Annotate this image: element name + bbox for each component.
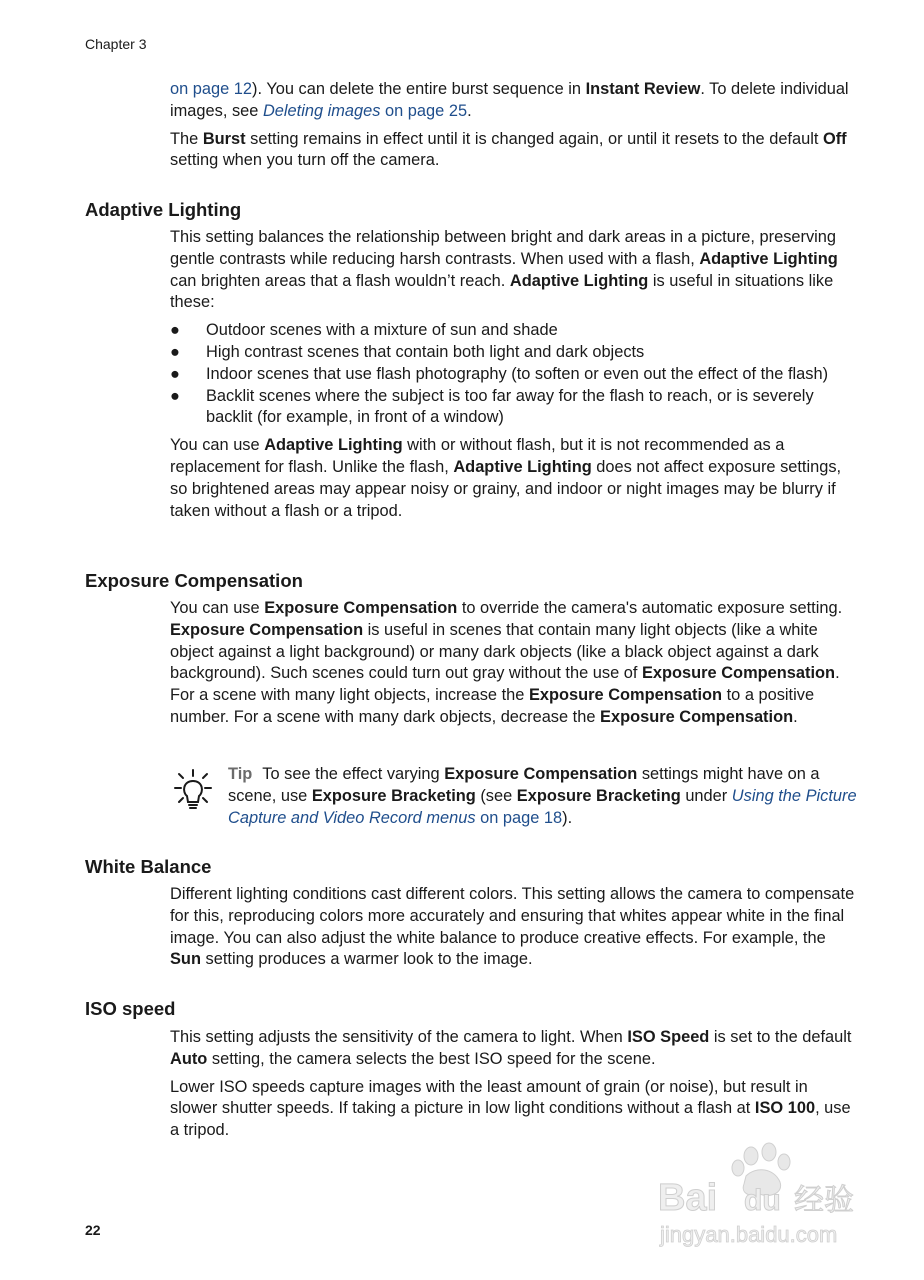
list-item: ● Indoor scenes that use flash photography (to soften or even out the effect of the flash) bbox=[170, 364, 858, 386]
intro-section bbox=[170, 79, 858, 172]
tip-note bbox=[228, 764, 858, 829]
watermark-brand-2: du bbox=[744, 1184, 781, 1217]
white-balance-paragraph: Different lighting conditions cast different colors. This setting allows the camera to compensate for this, reproducing colors more accurately and ensuring that whites appear white in the final image. You can also adjust the white balance to produce creative effects. For example, the Sun setting produces a warmer look to the image. bbox=[170, 885, 855, 969]
iso-speed-section bbox=[170, 1027, 858, 1142]
page-12-link[interactable]: on page 12 bbox=[170, 80, 253, 98]
page-number: 22 bbox=[85, 1222, 101, 1238]
adaptive-paragraph-1: This setting balances the relationship between bright and dark areas in a picture, preserving gentle contrasts while reducing harsh contrasts. When used with a flash, Adaptive Lighting can brighten areas that a flash wouldn’t reach. Adaptive Lighting is useful in situations like these: bbox=[170, 228, 838, 312]
adaptive-bullet-list bbox=[170, 320, 858, 429]
page-18-link[interactable]: on page 18 bbox=[475, 808, 563, 827]
iso-paragraph-2: Lower ISO speeds capture images with the least amount of grain (or noise), but result in slower shutter speeds. If taking a picture in low light conditions without a flash at ISO 100, use a tripod. bbox=[170, 1077, 851, 1140]
white-balance-heading: White Balance bbox=[85, 856, 212, 877]
lightbulb-icon bbox=[172, 768, 214, 814]
bullet-icon: ● bbox=[170, 364, 180, 383]
deleting-images-link[interactable]: Deleting images bbox=[262, 101, 381, 120]
adaptive-paragraph-2: You can use Adaptive Lighting with or without flash, but it is not recommended as a replacement for flash. Unlike the flash, Adaptive Lighting does not affect exposure settings, so brightened areas may appear noisy or grainy, and indoor or night images may be blurry if taken without a flash or a tripod. bbox=[170, 436, 842, 520]
list-item: ● Outdoor scenes with a mixture of sun and shade bbox=[170, 320, 858, 342]
adaptive-lighting-heading: Adaptive Lighting bbox=[85, 199, 242, 220]
watermark-brand: Bai bbox=[658, 1177, 718, 1219]
picture-capture-menus-link[interactable]: Using the Picture Capture and Video Record menus bbox=[228, 786, 857, 827]
watermark-url: jingyan.baidu.com bbox=[660, 1222, 838, 1247]
intro-paragraph-1: on page 12). You can delete the entire burst sequence in Instant Review. To delete individual images, see Deleting images on page 25. bbox=[170, 80, 849, 120]
white-balance-section bbox=[170, 884, 858, 971]
page-25-link[interactable]: on page 25 bbox=[380, 101, 468, 120]
bullet-icon: ● bbox=[170, 342, 180, 361]
tip-paragraph: Tip To see the effect varying Exposure Compensation settings might have on a scene, use Exposure Bracketing (see Exposure Bracketing under Using the Picture Capture and Video Record menus on page 18). bbox=[228, 765, 857, 827]
list-item: ● High contrast scenes that contain both light and dark objects bbox=[170, 342, 858, 364]
iso-speed-heading: ISO speed bbox=[85, 998, 176, 1019]
list-item: ● Backlit scenes where the subject is too far away for the flash to reach, or is severely backlit (for example, in front of a window) bbox=[170, 386, 814, 427]
bullet-icon: ● bbox=[170, 321, 180, 340]
exposure-compensation-section bbox=[170, 598, 858, 729]
baidu-watermark bbox=[656, 1142, 866, 1252]
exposure-paragraph-1: You can use Exposure Compensation to override the camera's automatic exposure setting. Exposure Compensation is useful in scenes that contain many light objects (like a white object against a light background) or many dark objects (like a black object against a dark background). Such scenes could turn out gray without the use of Exposure Compensation. For a scene with many light objects, increase the Exposure Compensation to a positive number. For a scene with many dark objects, decrease the Exposure Compensation. bbox=[170, 599, 843, 726]
bullet-icon: ● bbox=[170, 386, 180, 405]
intro-paragraph-2: The Burst setting remains in effect until it is changed again, or until it resets to the default Off setting when you turn off the camera. bbox=[170, 129, 847, 170]
adaptive-lighting-section bbox=[170, 227, 858, 522]
chapter-header: Chapter 3 bbox=[85, 36, 147, 52]
iso-paragraph-1: This setting adjusts the sensitivity of the camera to light. When ISO Speed is set to the default Auto setting, the camera selects the best ISO speed for the scene. bbox=[170, 1028, 852, 1068]
watermark-cn: 经验 bbox=[794, 1183, 854, 1218]
tip-label: Tip bbox=[228, 765, 253, 783]
exposure-compensation-heading: Exposure Compensation bbox=[85, 570, 303, 591]
